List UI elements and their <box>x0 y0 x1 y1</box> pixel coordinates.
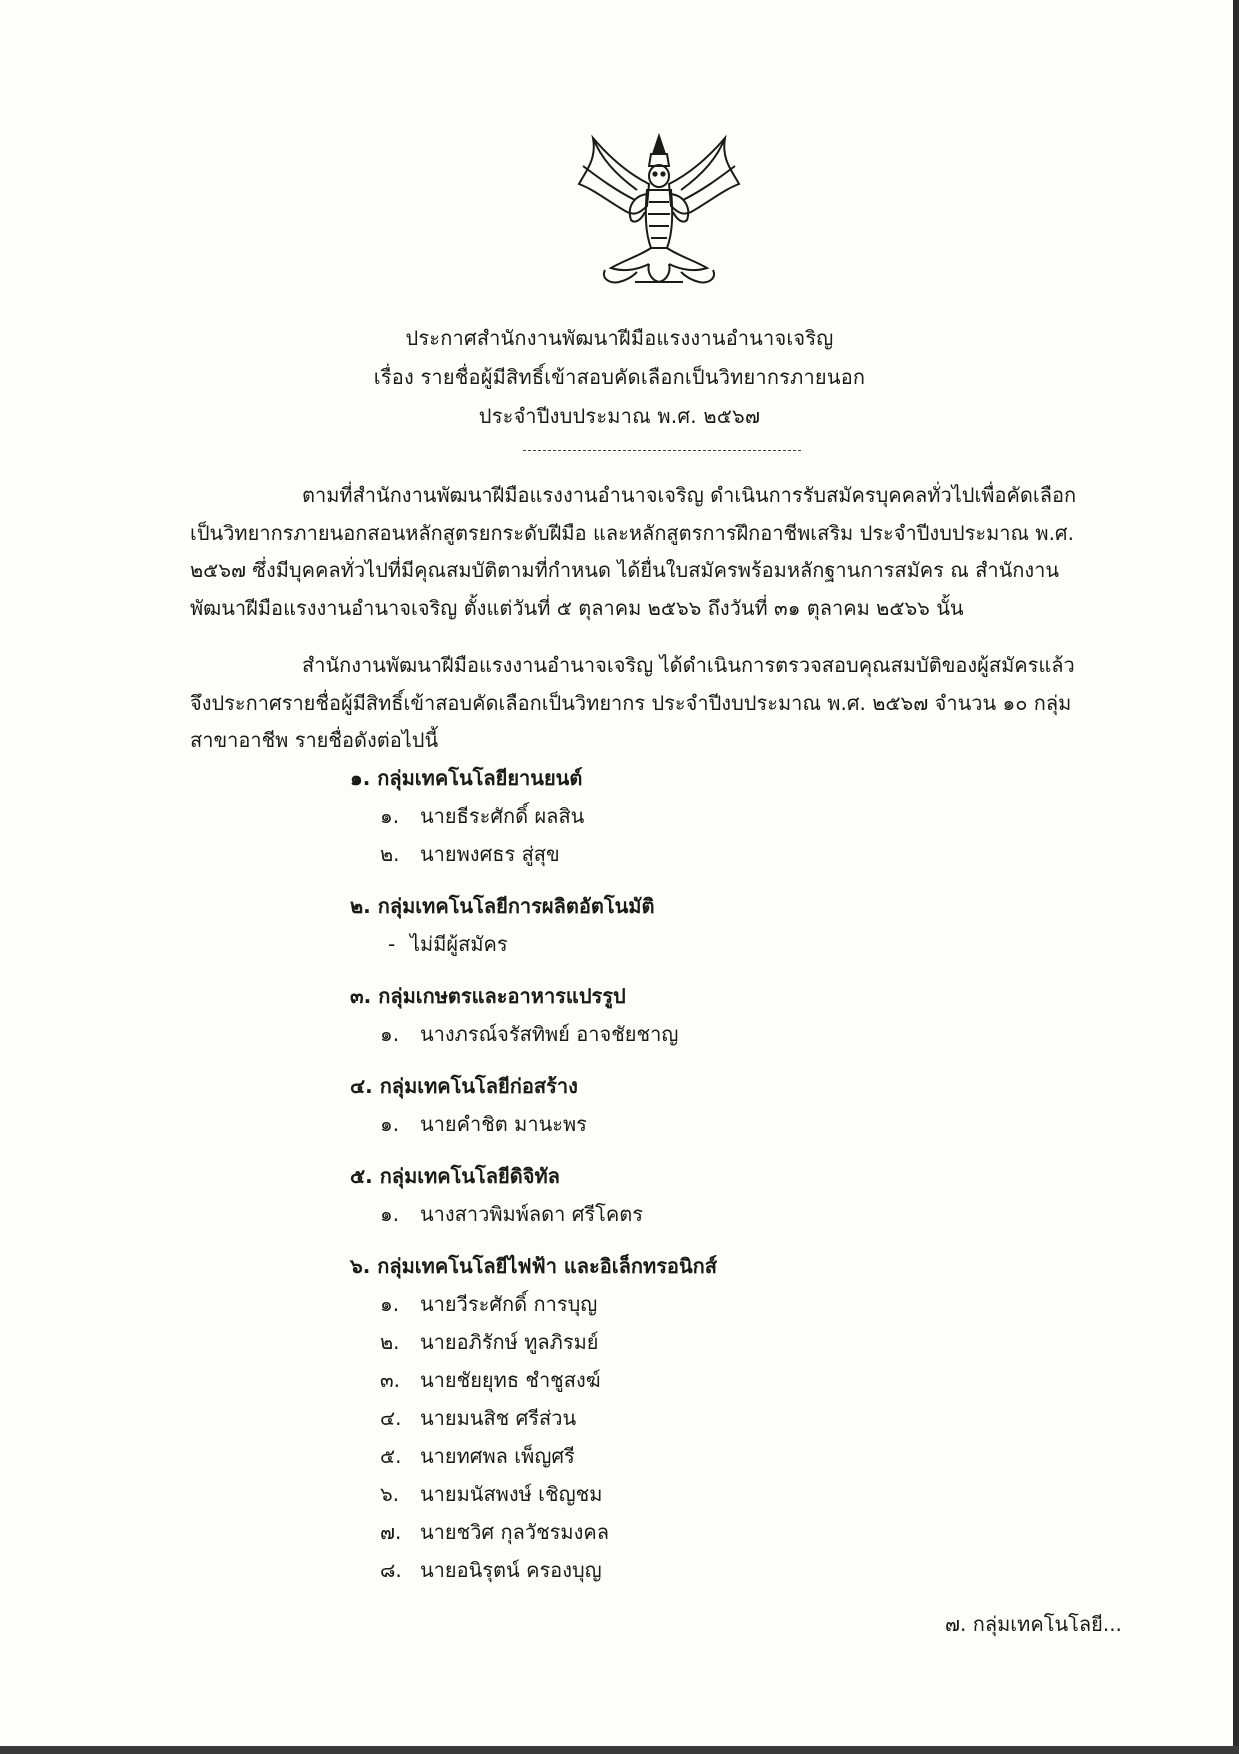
item-number: ๑. <box>380 1022 400 1046</box>
item-name: นายพงศธร สู่สุข <box>420 842 560 866</box>
item-name: นายมนัสพงษ์ เชิญชม <box>420 1482 603 1506</box>
garuda-emblem-icon <box>575 132 743 292</box>
list-item <box>380 1018 678 1050</box>
item-name: นายอนิรุตน์ ครองบุญ <box>420 1558 602 1582</box>
list-item <box>380 1440 575 1472</box>
list-item <box>380 1516 609 1548</box>
list-item <box>380 1554 602 1586</box>
item-number: ๖. <box>380 1482 400 1506</box>
list-item <box>380 1402 576 1434</box>
item-number: ๑. <box>380 1202 400 1226</box>
item-number: - <box>388 932 396 956</box>
item-name: ไม่มีผู้สมัคร <box>410 932 508 956</box>
item-number: ๒. <box>380 1330 400 1354</box>
list-item <box>380 1108 587 1140</box>
list-item <box>380 800 584 832</box>
item-number: ๒. <box>380 842 400 866</box>
item-name: นายชวิศ กุลวัชรมงคล <box>420 1520 609 1544</box>
paragraph-line: สาขาอาชีพ รายชื่อดังต่อไปนี้ <box>190 728 439 752</box>
paragraph-line: สำนักงานพัฒนาฝีมือแรงงานอำนาจเจริญ ได้ดำเนินการตรวจสอบคุณสมบัติของผู้สมัครแล้ว <box>302 653 1075 677</box>
group-heading: ๖. กลุ่มเทคโนโลยีไฟฟ้า และอิเล็กทรอนิกส์ <box>350 1254 717 1278</box>
item-number: ๑. <box>380 1112 400 1136</box>
scan-edge-bottom <box>0 1746 1239 1754</box>
item-name: นายทศพล เพ็ญศรี <box>420 1444 575 1468</box>
item-name: นายธีระศักดิ์ ผลสิน <box>420 804 585 828</box>
paragraph-intro <box>190 477 1135 627</box>
group-heading: ๒. กลุ่มเทคโนโลยีการผลิตอัตโนมัติ <box>350 894 655 918</box>
announcement-fiscal-year: ประจำปีงบประมาณ พ.ศ. ๒๕๖๗ <box>478 404 761 428</box>
item-name: นางสาวพิมพ์ลดา ศรีโคตร <box>420 1202 644 1226</box>
title-divider <box>523 450 801 451</box>
list-item <box>380 1478 602 1510</box>
item-number: ๓. <box>380 1368 401 1392</box>
item-number: ๗. <box>380 1520 402 1544</box>
paragraph-line: ๒๕๖๗ ซึ่งมีบุคคลทั่วไปที่มีคุณสมบัติตามที่กำหนด ได้ยื่นใบสมัครพร้อมหลักฐานการสมัคร ณ สำนักงาน <box>190 558 1060 582</box>
item-name: นางภรณ์จรัสทิพย์ อาจชัยชาญ <box>420 1022 679 1046</box>
list-item <box>380 1288 597 1320</box>
item-name: นายคำชิต มานะพร <box>420 1112 587 1136</box>
group-heading: ๑. กลุ่มเทคโนโลยียานยนต์ <box>350 766 583 790</box>
announcement-subject: เรื่อง รายชื่อผู้มีสิทธิ์เข้าสอบคัดเลือกเป็นวิทยากรภายนอก <box>373 365 866 389</box>
paragraph-line: เป็นวิทยากรภายนอกสอนหลักสูตรยกระดับฝีมือ และหลักสูตรการฝึกอาชีพเสริม ประจำปีงบประมาณ พ.ศ. <box>190 520 1074 545</box>
item-number: ๑. <box>380 804 400 828</box>
item-number: ๑. <box>380 1292 400 1316</box>
item-name: นายอภิรักษ์ ทูลภิรมย์ <box>420 1330 599 1354</box>
announcement-title: ประกาศสำนักงานพัฒนาฝีมือแรงงานอำนาจเจริญ <box>405 326 834 350</box>
group-heading: ๓. กลุ่มเกษตรและอาหารแปรรูป <box>350 984 626 1008</box>
list-item <box>388 928 508 960</box>
group-heading: ๔. กลุ่มเทคโนโลยีก่อสร้าง <box>350 1074 578 1098</box>
paragraph-result <box>190 647 1135 760</box>
paragraph-line: พัฒนาฝีมือแรงงานอำนาจเจริญ ตั้งแต่วันที่ ๕ ตุลาคม ๒๕๖๖ ถึงวันที่ ๓๑ ตุลาคม ๒๕๖๖ นั้น <box>190 595 964 620</box>
paragraph-line: จึงประกาศรายชื่อผู้มีสิทธิ์เข้าสอบคัดเลือกเป็นวิทยากร ประจำปีงบประมาณ พ.ศ. ๒๕๖๗ จำนวน ๑๐ กลุ่ม <box>190 690 1072 715</box>
item-name: นายมนสิช ศรีส่วน <box>420 1406 577 1430</box>
list-item <box>380 1364 601 1396</box>
continuation-note: ๗. กลุ่มเทคโนโลยี... <box>945 1612 1122 1636</box>
item-number: ๔. <box>380 1406 402 1430</box>
list-item <box>380 1198 643 1230</box>
item-number: ๘. <box>380 1558 402 1582</box>
paragraph-line: ตามที่สำนักงานพัฒนาฝีมือแรงงานอำนาจเจริญ ดำเนินการรับสมัครบุคคลทั่วไปเพื่อคัดเลือก <box>302 483 1077 507</box>
item-name: นายชัยยุทธ ชำชูสงฆ์ <box>420 1368 601 1392</box>
list-item <box>380 838 560 870</box>
item-name: นายวีระศักดิ์ การบุญ <box>420 1292 598 1316</box>
list-item <box>380 1326 598 1358</box>
scan-edge-right <box>1233 0 1239 1754</box>
item-number: ๕. <box>380 1444 402 1468</box>
group-heading: ๕. กลุ่มเทคโนโลยีดิจิทัล <box>350 1164 560 1188</box>
